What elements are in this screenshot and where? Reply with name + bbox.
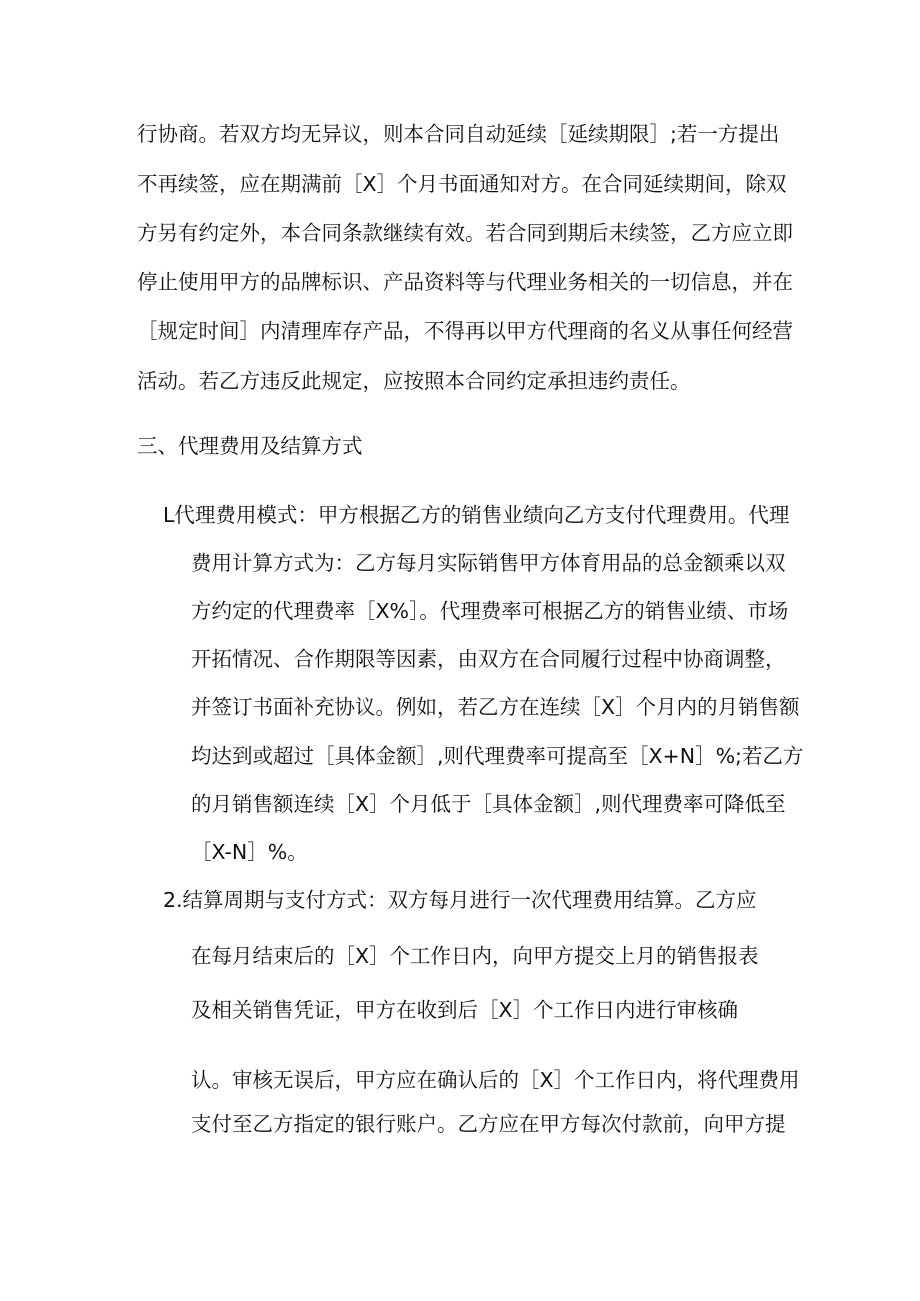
list-item-line: 2.结算周期与支付方式：双方每月进行一次代理费用结算。乙方应 bbox=[163, 888, 757, 912]
list-item-line: 支付至乙方指定的银行账户。乙方应在甲方每次付款前，向甲方提 bbox=[191, 1112, 786, 1136]
list-item-line: ［X-N］%。 bbox=[191, 840, 308, 864]
list-item-line: 均达到或超过［具体金额］,则代理费率可提高至［X+N］%;若乙方 bbox=[191, 744, 804, 768]
text-line: 停止使用甲方的品牌标识、产品资料等与代理业务相关的一切信息，并在 bbox=[137, 270, 793, 294]
list-item-line: 认。审核无误后，甲方应在确认后的［X］个工作日内，将代理费用 bbox=[191, 1068, 800, 1092]
text-line: 方另有约定外，本合同条款继续有效。若合同到期后未续签，乙方应立即 bbox=[137, 221, 793, 245]
list-item-line: 的月销售额连续［X］个月低于［具体金额］,则代理费率可降低至 bbox=[191, 792, 786, 816]
text-line: 活动。若乙方违反此规定，应按照本合同约定承担违约责任。 bbox=[137, 369, 691, 393]
list-item-line: 并签订书面补充协议。例如，若乙方在连续［X］个月内的月销售额 bbox=[191, 695, 800, 719]
list-item-line: L代理费用模式：甲方根据乙方的销售业绩向乙方支付代理费用。代理 bbox=[163, 503, 790, 527]
text-line: ［规定时间］内清理库存产品，不得再以甲方代理商的名义从事任何经营 bbox=[137, 319, 793, 343]
text-line: 不再续签，应在期满前［X］个月书面通知对方。在合同延续期间，除双 bbox=[137, 172, 787, 196]
list-item-line: 费用计算方式为：乙方每月实际销售甲方体育用品的总金额乘以双 bbox=[191, 551, 786, 575]
list-item-line: 及相关销售凭证，甲方在收到后［X］个工作日内进行审核确 bbox=[191, 998, 739, 1022]
section-heading: 三、代理费用及结算方式 bbox=[137, 434, 363, 458]
list-item-line: 方约定的代理费率［X%］。代理费率可根据乙方的销售业绩、市场 bbox=[191, 599, 789, 623]
list-item-line: 开拓情况、合作期限等因素，由双方在合同履行过程中协商调整， bbox=[191, 647, 786, 671]
list-item-line: 在每月结束后的［X］个工作日内，向甲方提交上月的销售报表 bbox=[191, 944, 759, 968]
text-line: 行协商。若双方均无异议，则本合同自动延续［延续期限］;若一方提出 bbox=[137, 122, 780, 146]
